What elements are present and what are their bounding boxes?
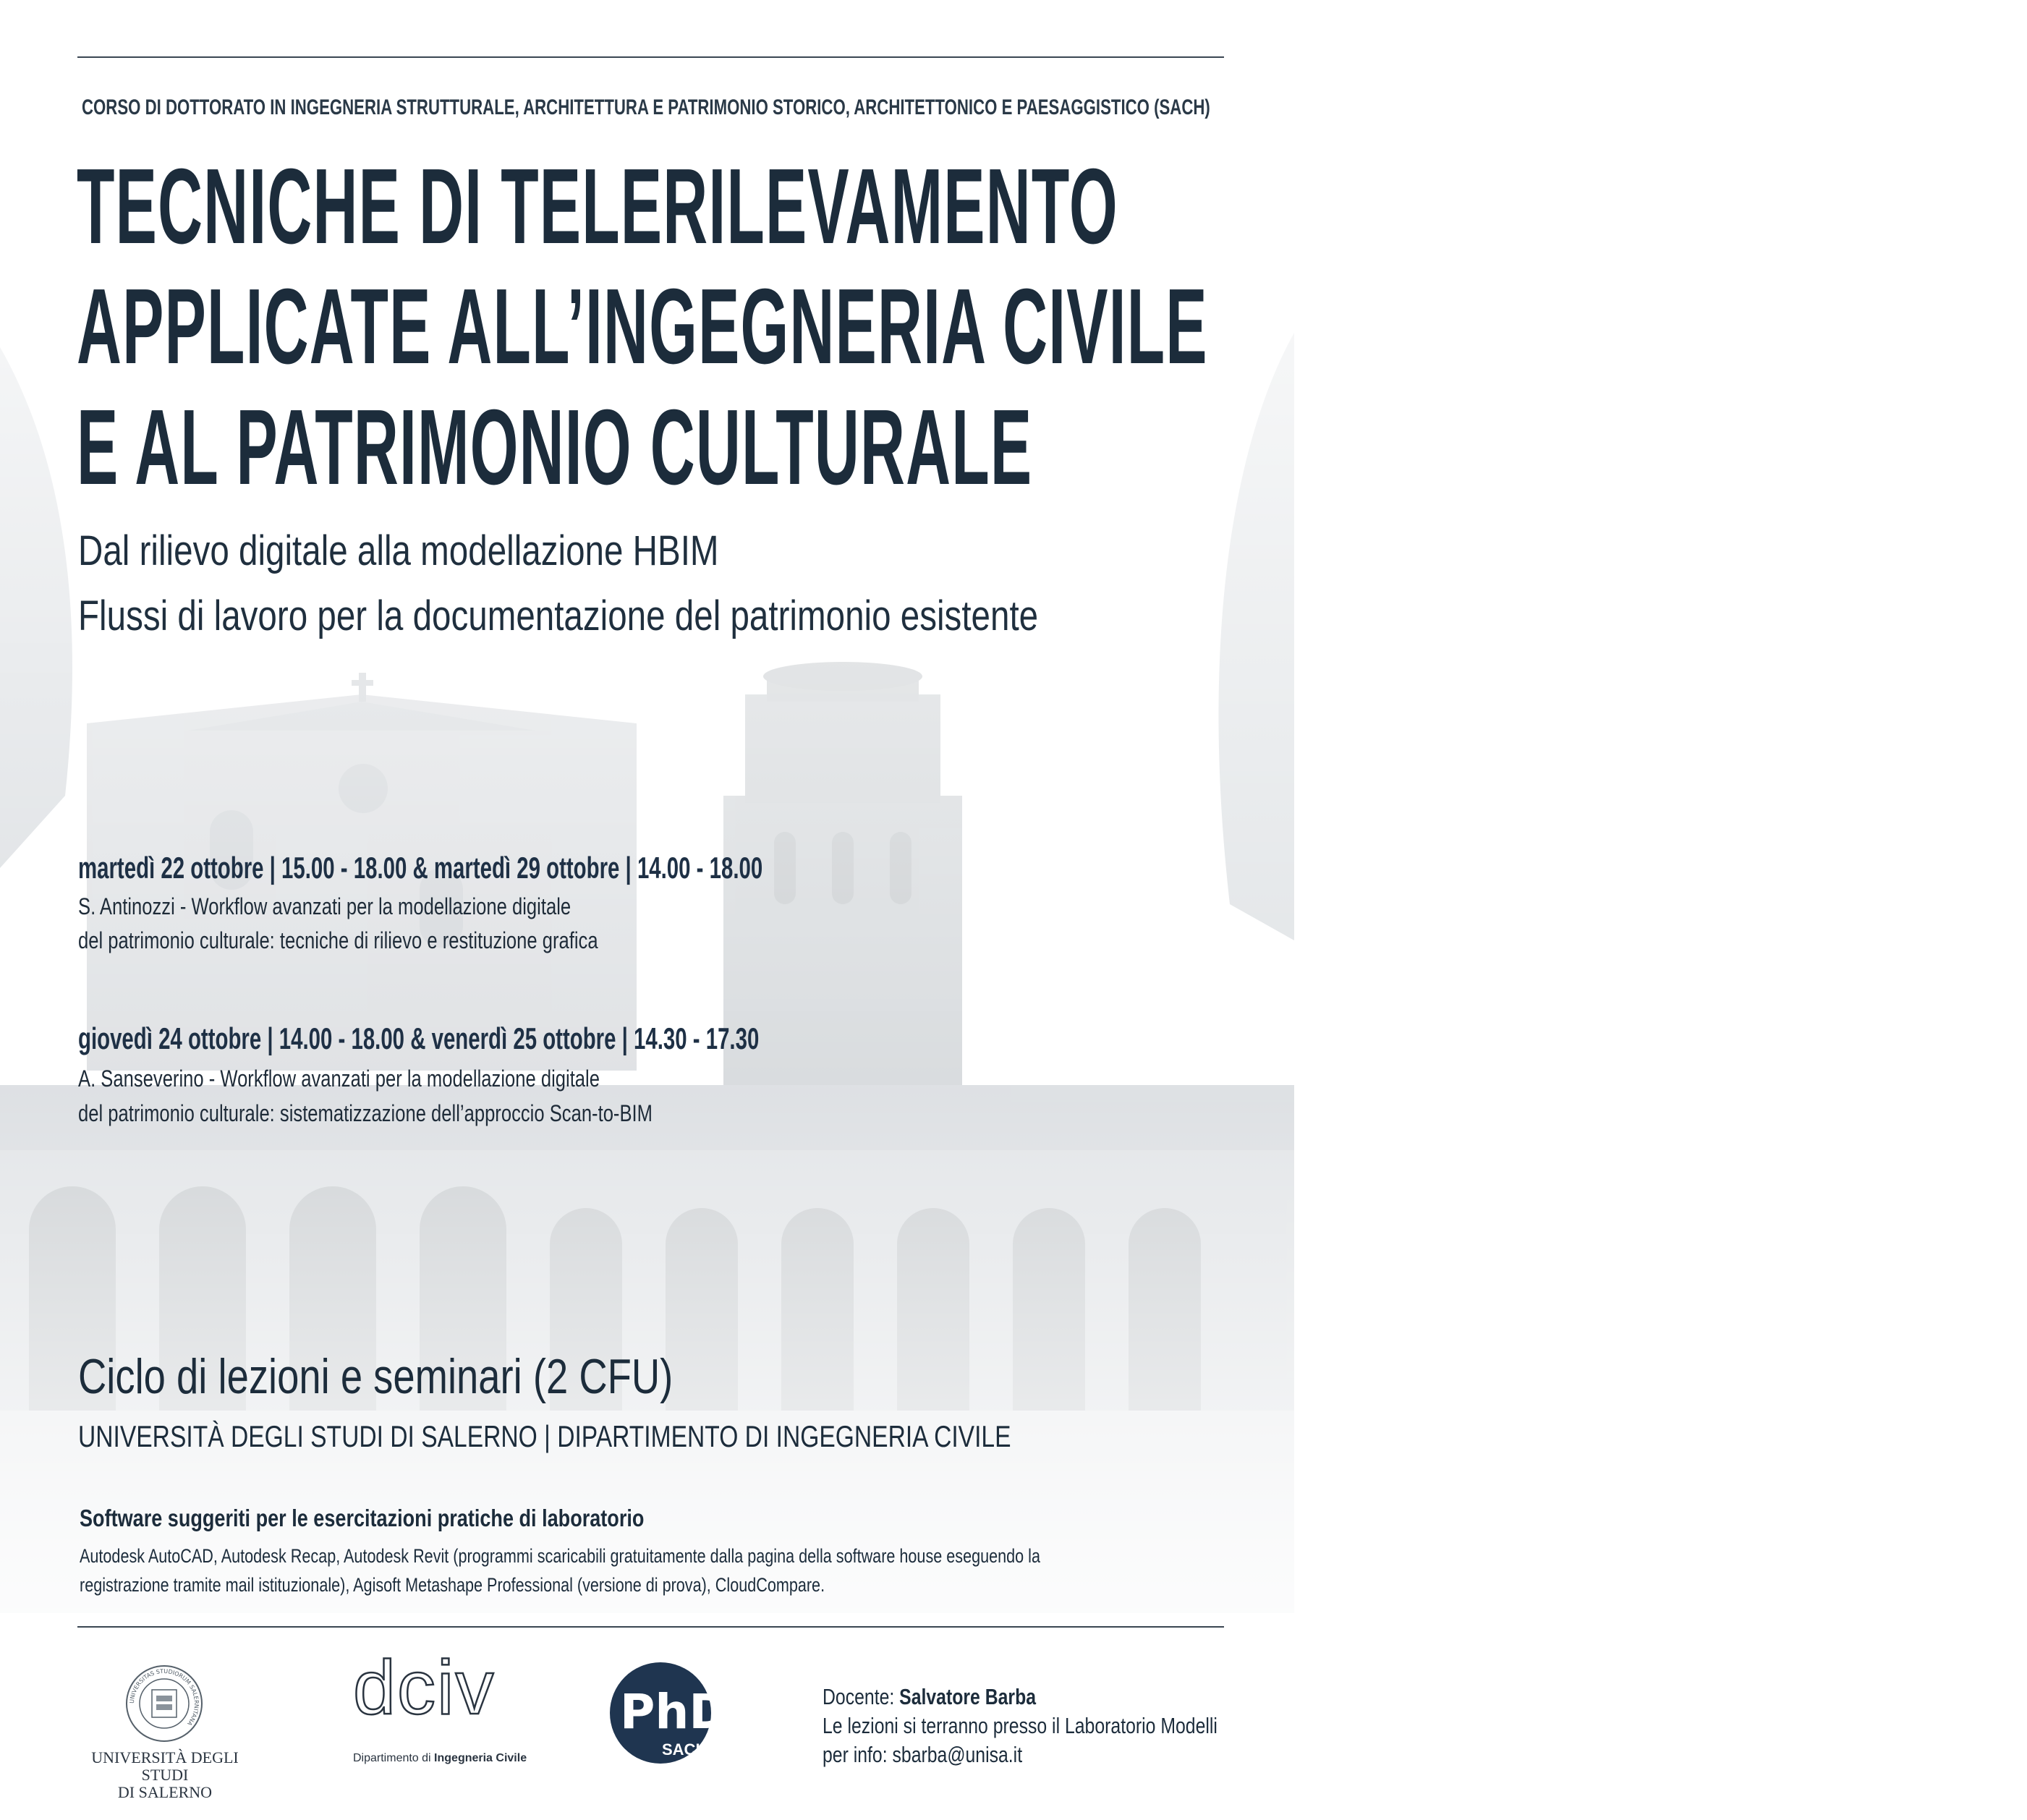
session-2-line-2-text: del patrimonio culturale: sistematizzazione dell’approccio Scan-to-BIM xyxy=(78,1100,653,1126)
session-1-schedule xyxy=(78,851,1056,885)
dciv-caption-a: Dipartimento di xyxy=(353,1752,435,1764)
title-line-1 xyxy=(77,147,1872,266)
docente-label: Docente: xyxy=(823,1684,900,1709)
docente-name: Salvatore Barba xyxy=(899,1684,1037,1709)
phd-logo-sub: SACH xyxy=(662,1740,707,1759)
title-line-3-text: E AL PATRIMONIO CULTURALE xyxy=(77,388,1033,507)
university-department xyxy=(78,1419,1244,1454)
footer-docente xyxy=(823,1684,1089,1710)
footer-info xyxy=(823,1742,1072,1768)
bottom-divider xyxy=(77,1626,1224,1628)
session-1-line-1-text: S. Antinozzi - Workflow avanzati per la modellazione digitale xyxy=(78,893,571,919)
session-1-line-2-text: del patrimonio culturale: tecniche di rilievo e restituzione grafica xyxy=(78,927,598,953)
footer-location-text: Le lezioni si terranno presso il Laboratorio Modelli xyxy=(823,1713,1218,1738)
title-line-2-text: APPLICATE ALL’INGEGNERIA CIVILE xyxy=(77,267,1208,386)
software-line-1-text: Autodesk AutoCAD, Autodesk Recap, Autodesk Revit (programmi scaricabili gratuitamente dalla pagina della software house eseguendo la xyxy=(80,1545,1040,1567)
software-heading xyxy=(80,1505,768,1532)
subtitle-line-2-text: Flussi di lavoro per la documentazione del patrimonio esistente xyxy=(78,592,1039,639)
title-line-1-text: TECNICHE DI TELERILEVAMENTO xyxy=(77,147,1118,266)
dciv-caption-b: Ingegneria Civile xyxy=(434,1752,527,1764)
program-header-text: CORSO DI DOTTORATO IN INGEGNERIA STRUTTURALE, ARCHITETTURA E PATRIMONIO STORICO, ARCHITETTONICO E PAESAGGISTICO (SACH) xyxy=(82,95,1210,119)
session-1-schedule-text: martedì 22 ottobre | 15.00 - 18.00 & martedì 29 ottobre | 14.00 - 18.00 xyxy=(78,851,763,885)
unisa-seal-icon xyxy=(124,1664,204,1743)
cycle-title-text: Ciclo di lezioni e seminari (2 CFU) xyxy=(78,1349,673,1404)
phd-sach-logo xyxy=(610,1662,729,1764)
top-divider xyxy=(77,56,1224,58)
phd-logo-text: PhD xyxy=(620,1684,729,1740)
software-heading-text: Software suggeriti per le esercitazioni pratiche di laboratorio xyxy=(80,1505,645,1531)
program-header xyxy=(82,95,1607,120)
session-1-line-1 xyxy=(78,893,694,920)
unisa-logo-line-2: DI SALERNO xyxy=(117,1783,213,1802)
software-line-1 xyxy=(80,1545,1280,1568)
session-2-schedule-text: giovedì 24 ottobre | 14.00 - 18.00 & venerdì 25 ottobre | 14.30 - 17.30 xyxy=(78,1021,760,1055)
subtitle-line-1-text: Dal rilievo digitale alla modellazione HBIM xyxy=(78,527,719,574)
unisa-seal-text: UNIVERSITAS STUDIORUM SALERNITANA xyxy=(128,1667,200,1727)
session-2-line-2 xyxy=(78,1100,796,1127)
dciv-logo-caption xyxy=(353,1752,527,1765)
software-line-2 xyxy=(80,1574,1011,1596)
software-line-2-text: registrazione tramite mail istituzionale), Agisoft Metashape Professional (versione di prova), CloudCompare. xyxy=(80,1574,825,1596)
session-2-schedule xyxy=(78,1021,1051,1056)
title-line-3 xyxy=(77,388,1725,507)
cycle-title xyxy=(78,1348,822,1405)
unisa-logo-text xyxy=(82,1749,248,1802)
footer-location xyxy=(823,1713,1316,1739)
subtitle-line-2 xyxy=(78,592,1249,640)
unisa-logo-line-1: UNIVERSITÀ DEGLI STUDI xyxy=(91,1748,239,1785)
session-2-line-1-text: A. Sanseverino - Workflow avanzati per la modellazione digitale xyxy=(78,1066,600,1092)
title-line-2 xyxy=(77,267,2027,386)
subtitle-line-1 xyxy=(78,527,859,575)
session-2-line-1 xyxy=(78,1066,730,1092)
dciv-logo-mark: dciv xyxy=(353,1645,496,1730)
footer-info-text: per info: sbarba@unisa.it xyxy=(823,1742,1023,1767)
university-department-text: UNIVERSITÀ DEGLI STUDI DI SALERNO | DIPARTIMENTO DI INGEGNERIA CIVILE xyxy=(78,1419,1011,1453)
session-1-line-2 xyxy=(78,927,728,954)
